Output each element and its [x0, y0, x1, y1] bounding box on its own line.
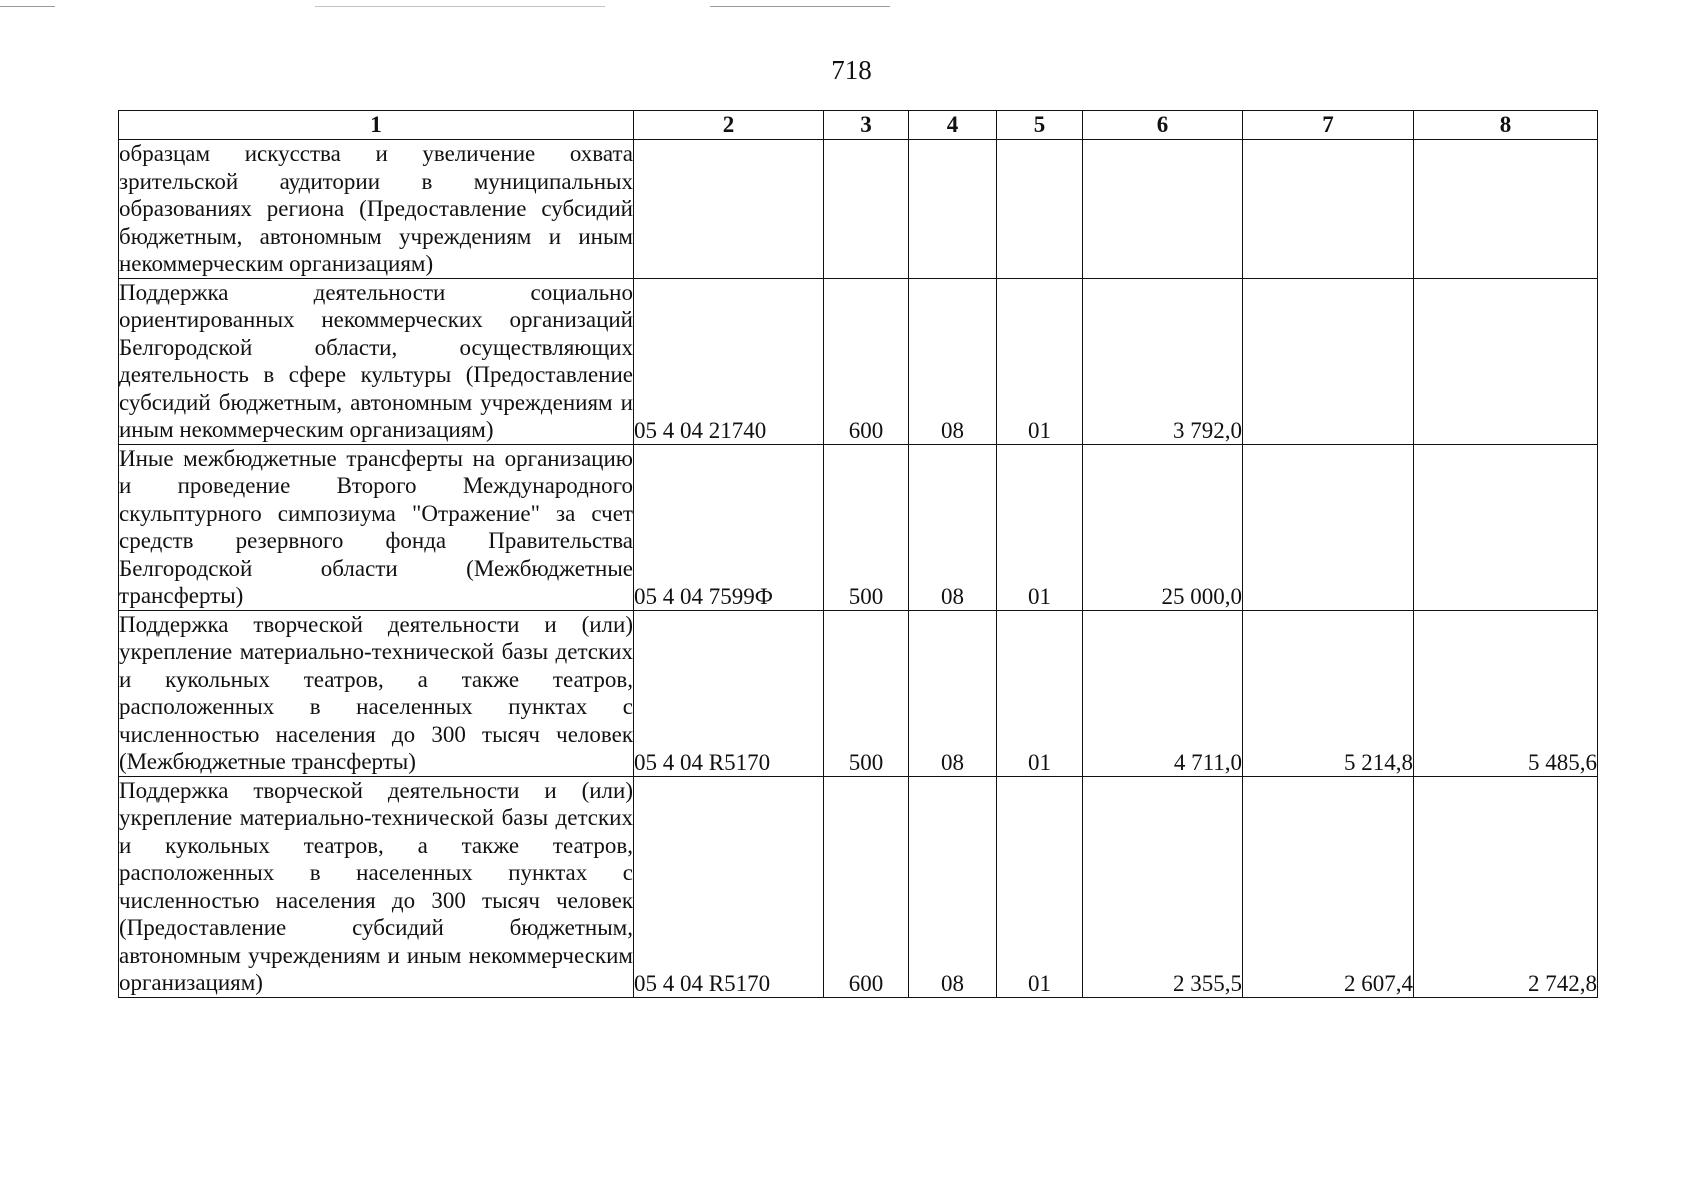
row-expense-type: 500	[824, 444, 909, 610]
row-subsection	[997, 140, 1083, 279]
row-amount-col7	[1243, 444, 1414, 610]
column-header-6: 6	[1083, 111, 1243, 140]
column-header-7: 7	[1243, 111, 1414, 140]
row-target-code: 05 4 04 7599Ф	[634, 444, 824, 610]
row-amount-col8	[1414, 278, 1598, 444]
row-amount-col6: 2 355,5	[1083, 776, 1243, 997]
table-row	[119, 776, 1598, 997]
budget-table	[118, 110, 1598, 998]
row-expense-type: 600	[824, 278, 909, 444]
column-header-8: 8	[1414, 111, 1598, 140]
row-amount-col7: 5 214,8	[1243, 610, 1414, 776]
row-expense-type	[824, 140, 909, 279]
scan-artifact-line	[710, 6, 890, 7]
row-subsection: 01	[997, 444, 1083, 610]
column-header-5: 5	[997, 111, 1083, 140]
header-row	[119, 111, 1598, 140]
row-amount-col8	[1414, 140, 1598, 279]
scan-artifact-line	[315, 6, 605, 7]
row-amount-col8: 5 485,6	[1414, 610, 1598, 776]
row-description: Поддержка деятельности социально ориентированных некоммерческих организаций Белгородской области, осуществляющих деятельность в сфере культуры (Предоставление субсидий бюджетным, автономным учреждениям и иным некоммерческим организациям)	[119, 279, 633, 442]
column-header-1: 1	[119, 111, 634, 140]
row-expense-type: 600	[824, 776, 909, 997]
row-subsection: 01	[997, 610, 1083, 776]
row-amount-col6: 4 711,0	[1083, 610, 1243, 776]
row-subsection: 01	[997, 278, 1083, 444]
row-subsection: 01	[997, 776, 1083, 997]
row-section: 08	[909, 776, 997, 997]
row-amount-col7: 2 607,4	[1243, 776, 1414, 997]
row-section	[909, 140, 997, 279]
page-number: 718	[831, 55, 872, 85]
row-target-code: 05 4 04 R5170	[634, 610, 824, 776]
table-row	[119, 444, 1598, 610]
row-target-code: 05 4 04 R5170	[634, 776, 824, 997]
table-row	[119, 140, 1598, 279]
column-header-3: 3	[824, 111, 909, 140]
scan-artifact-line	[0, 6, 55, 7]
table-row	[119, 610, 1598, 776]
row-amount-col6: 3 792,0	[1083, 278, 1243, 444]
row-amount-col7	[1243, 140, 1414, 279]
row-description: образцам искусства и увеличение охвата зрительской аудитории в муниципальных образованиях региона (Предоставление субсидий бюджетным, автономным учреждениям и иным некоммерческим организациям)	[119, 141, 633, 276]
row-amount-col8	[1414, 444, 1598, 610]
column-header-4: 4	[909, 111, 997, 140]
row-description: Поддержка творческой деятельности и (или) укрепление материально-технической базы детских и кукольных театров, а также театров, расположенных в населенных пунктах с численностью населения до 300 тысяч человек (Межбюджетные трансферты)	[119, 611, 633, 774]
row-section: 08	[909, 610, 997, 776]
row-section: 08	[909, 278, 997, 444]
row-amount-col7	[1243, 278, 1414, 444]
column-header-2: 2	[634, 111, 824, 140]
row-expense-type: 500	[824, 610, 909, 776]
row-description: Иные межбюджетные трансферты на организацию и проведение Второго Международного скульптурного симпозиума "Отражение" за счет средств резервного фонда Правительства Белгородской области (Межбюджетные трансферты)	[119, 445, 633, 608]
row-target-code: 05 4 04 21740	[634, 278, 824, 444]
row-description: Поддержка творческой деятельности и (или) укрепление материально-технической базы детских и кукольных театров, а также театров, расположенных в населенных пунктах с численностью населения до 300 тысяч человек (Предоставление субсидий бюджетным, автономным учреждениям и иным некоммерческим организациям)	[119, 777, 633, 995]
row-target-code	[634, 140, 824, 279]
row-section: 08	[909, 444, 997, 610]
row-amount-col6: 25 000,0	[1083, 444, 1243, 610]
row-amount-col6	[1083, 140, 1243, 279]
row-amount-col8: 2 742,8	[1414, 776, 1598, 997]
table-row	[119, 278, 1598, 444]
